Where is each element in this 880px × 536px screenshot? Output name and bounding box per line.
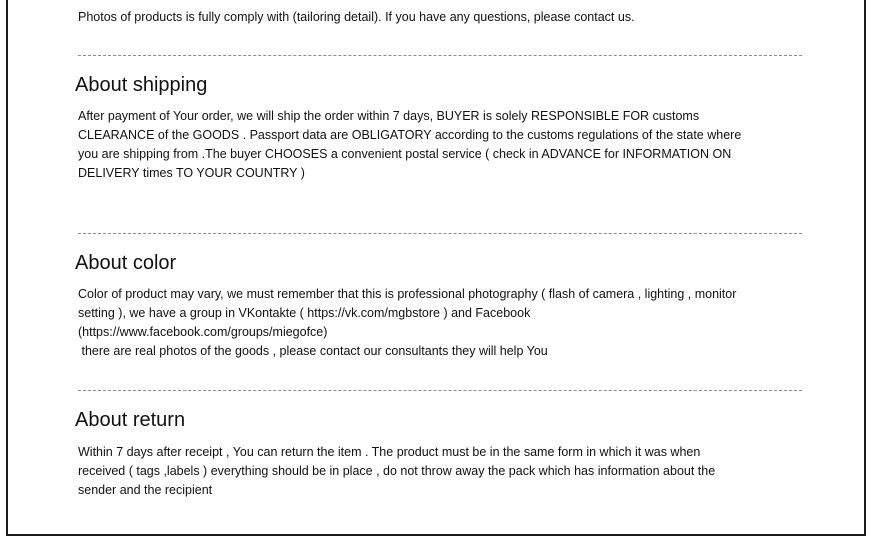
shipping-line: DELIVERY times TO YOUR COUNTRY ) [78,166,305,180]
shipping-line: After payment of Your order, we will ship the order within 7 days, BUYER is solely RESPONSIBLE FOR customs [78,109,700,123]
return-line: sender and the recipient [78,483,213,497]
color-heading: About color [75,252,177,274]
return-text [78,443,715,500]
color-line: Color of product may vary, we must remember that this is professional photography ( flash of camera , lighting , monitor [78,287,737,301]
shipping-heading: About shipping [75,74,208,96]
section-divider [78,390,802,391]
return-heading: About return [75,409,186,431]
color-text [78,285,736,361]
color-line: (https://www.facebook.com/groups/miegofce) [78,325,328,339]
shipping-line: CLEARANCE of the GOODS . Passport data are OBLIGATORY according to the customs regulations of the state where [78,128,742,142]
return-line: received ( tags ,labels ) everything should be in place , do not throw away the pack which has information about the [78,464,716,478]
shipping-line: you are shipping from .The buyer CHOOSES a convenient postal service ( check in ADVANCE for INFORMATION ON [78,147,732,161]
return-line: Within 7 days after receipt , You can return the item . The product must be in the same form in which it was when [78,445,701,459]
color-line: there are real photos of the goods , please contact our consultants they will help You [78,344,548,358]
section-divider [78,55,802,56]
shipping-text [78,107,741,183]
intro-text: Photos of products is fully comply with (tailoring detail). If you have any questions, please contact us. [78,10,635,24]
color-line: setting ), we have a group in VKontakte ( https://vk.com/mgbstore ) and Facebook [78,306,531,320]
section-divider [78,233,802,234]
